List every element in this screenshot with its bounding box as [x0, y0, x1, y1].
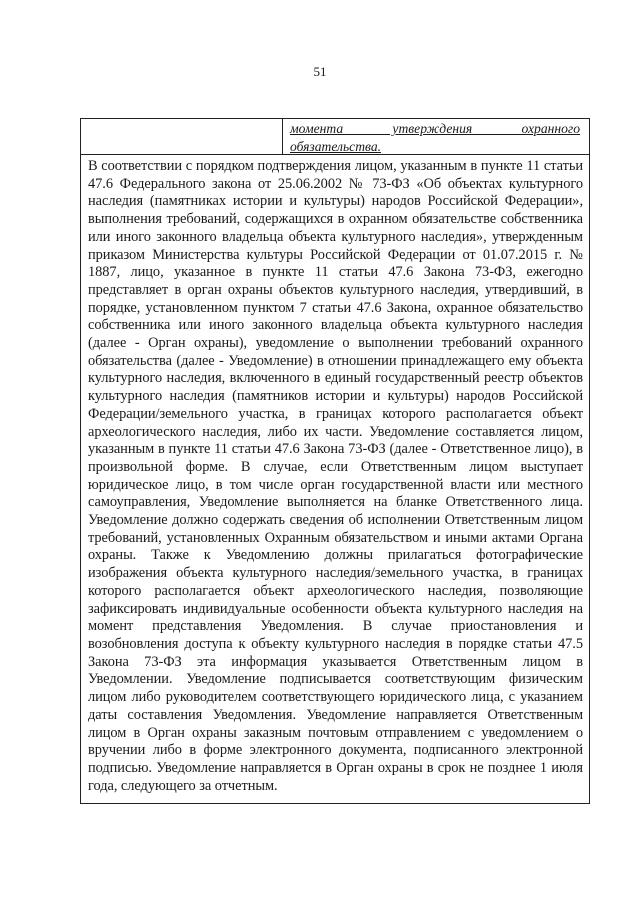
- continuation-line-2: обязательства.: [290, 139, 382, 154]
- continuation-line-1: момента утверждения охранного: [290, 121, 580, 136]
- table-top-row: [81, 119, 589, 155]
- page-number: 51: [313, 64, 327, 79]
- main-paragraph: В соответствии с порядком подтверждения лицом, указанным в пункте 11 статьи 47.6 Федерального закона от 25.06.2002 № 73-ФЗ «Об объектах культурного наследия (памятниках истории и культуры) народов Российской Федерации», выполнения требований, содержащихся в охранном обязательстве собственника или иного законного владельца объекта культурного наследия», утвержденным приказом Министерства культуры Российской Федерации от 01.07.2015 г. № 1887, лицо, указанное в пункте 11 статьи 47.6 Закона 73-ФЗ, ежегодно представляет в орган охраны объектов культурного наследия, утвердивший, в порядке, установленном пунктом 7 статьи 47.6 Закона, охранное обязательство собственника или иного законного владельца объекта культурного наследия (далее - Орган охраны), уведомление о выполнении требований охранного обязательства (далее - Уведомление) в отношении принадлежащего ему объекта культурного наследия, включенного в единый государственный реестр объектов культурного наследия (памятников истории и культуры) народов Российской Федерации/земельного участка, в границах которого располагается объект археологического наследия, либо их части. Уведомление составляется лицом, указанным в пункте 11 статьи 47.6 Закона 73-ФЗ (далее - Ответственное лицо), в произвольной форме. В случае, если Ответственным лицом выступает юридическое лицо, в том числе орган государственной власти или местного самоуправления, Уведомление выполняется на бланке Ответственного лица. Уведомление должно содержать сведения об исполнении Ответственным лицом требований, установленных Охранным обязательством и иными актами Органа охраны. Также к Уведомлению должны прилагаться фотографические изображения объекта культурного наследия/земельного участка, в границах которого располагается объект археологического наследия, позволяющие зафиксировать индивидуальные особенности объекта культурного наследия на момент представления Уведомления. В случае приостановления и возобновления доступа к объекту культурного наследия в порядке статьи 47.5 Закона 73-ФЗ эта информация указывается Ответственным лицом в Уведомлении. Уведомление подписывается соответствующим физическим лицом либо руководителем соответствующего юридического лица, с указанием даты составления Уведомления. Уведомление направляется Ответственным лицом в Орган охраны заказным почтовым отправлением с уведомлением о вручении либо в форме электронного документа, подписанного электронной подписью. Уведомление направляется в Орган охраны в срок не позднее 1 июля года, следующего за отчетным.: [88, 158, 583, 794]
- continuation-text: [290, 120, 580, 156]
- column-divider: [282, 119, 283, 155]
- document-table: [80, 118, 590, 804]
